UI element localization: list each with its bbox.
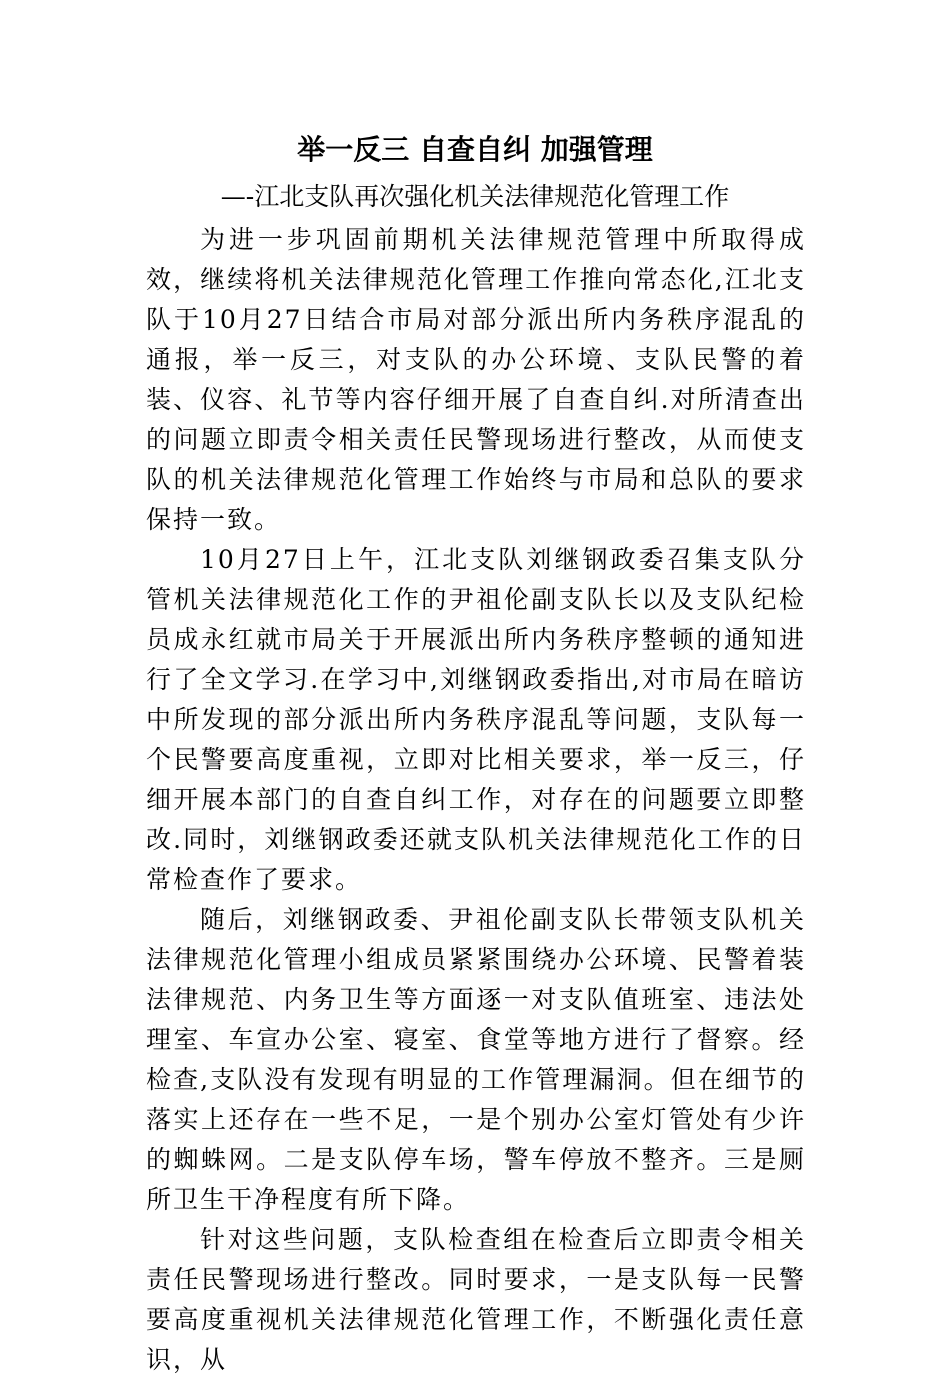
document-body (146, 220, 806, 1380)
paragraph: 针对这些问题，支队检查组在检查后立即责令相关责任民警现场进行整改。同时要求，一是支队每一民警要高度重视机关法律规范化管理工作，不断强化责任意识，从 (146, 1225, 806, 1374)
paragraph: 10月27日上午，江北支队刘继钢政委召集支队分管机关法律规范化工作的尹祖伦副支队长以及支队纪检员成永红就市局关于开展派出所内务秩序整顿的通知进行了全文学习.在学习中,刘继钢政委指出,对市局在暗访中所发现的部分派出所内务秩序混乱等问题，支队每一个民警要高度重视，立即对比相关要求，举一反三，仔细开展本部门的自查自纠工作，对存在的问题要立即整改.同时，刘继钢政委还就支队机关法律规范化工作的日常检查作了要求。 (146, 545, 806, 894)
document-subtitle: —-江北支队再次强化机关法律规范化管理工作 (220, 182, 730, 211)
document-title: 举一反三 自查自纠 加强管理 (297, 133, 653, 166)
paragraph: 随后，刘继钢政委、尹祖伦副支队长带领支队机关法律规范化管理小组成员紧紧围绕办公环境、民警着装法律规范、内务卫生等方面逐一对支队值班室、违法处理室、车宣办公室、寝室、食堂等地方进行了督察。经检查,支队没有发现有明显的工作管理漏洞。但在细节的落实上还存在一些不足，一是个别办公室灯管处有少许的蜘蛛网。二是支队停车场，警车停放不整齐。三是厕所卫生干净程度有所下降。 (146, 905, 806, 1214)
paragraph: 为进一步巩固前期机关法律规范管理中所取得成效，继续将机关法律规范化管理工作推向常态化,江北支队于10月27日结合市局对部分派出所内务秩序混乱的通报，举一反三，对支队的办公环境、支队民警的着装、仪容、礼节等内容仔细开展了自查自纠.对所清查出的问题立即责令相关责任民警现场进行整改，从而使支队的机关法律规范化管理工作始终与市局和总队的要求保持一致。 (146, 225, 806, 534)
